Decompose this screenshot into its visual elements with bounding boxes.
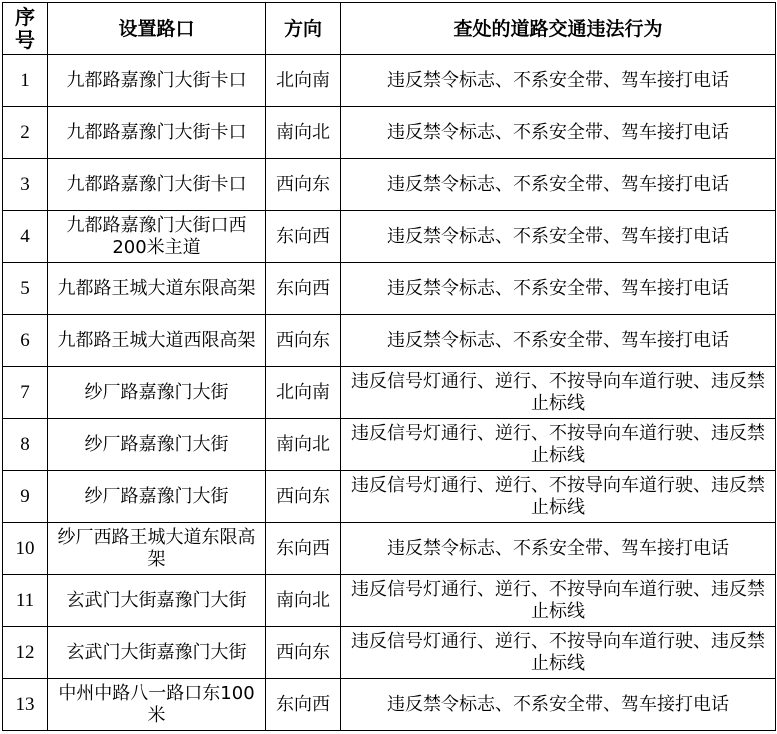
row-location: 九都路嘉豫门大街卡口 xyxy=(48,159,266,211)
row-serial-number: 5 xyxy=(3,263,48,315)
row-violations: 违反禁令标志、不系安全带、驾车接打电话 xyxy=(341,679,776,731)
row-violations: 违反禁令标志、不系安全带、驾车接打电话 xyxy=(341,211,776,263)
table-row xyxy=(3,367,776,419)
row-direction: 东向西 xyxy=(266,211,341,263)
row-serial-number: 9 xyxy=(3,471,48,523)
row-direction: 东向西 xyxy=(266,679,341,731)
header-serial-number-line2: 号 xyxy=(15,27,35,52)
row-location: 纱厂路嘉豫门大街 xyxy=(48,471,266,523)
row-violations: 违反禁令标志、不系安全带、驾车接打电话 xyxy=(341,315,776,367)
row-violations: 违反禁令标志、不系安全带、驾车接打电话 xyxy=(341,55,776,107)
row-location: 纱厂路嘉豫门大街 xyxy=(48,367,266,419)
traffic-violation-camera-table xyxy=(2,2,776,731)
table-row xyxy=(3,211,776,263)
row-serial-number: 11 xyxy=(3,575,48,627)
row-violations: 违反信号灯通行、逆行、不按导向车道行驶、违反禁止标线 xyxy=(341,419,776,471)
table-row xyxy=(3,471,776,523)
row-location: 玄武门大街嘉豫门大街 xyxy=(48,627,266,679)
row-location: 九都路嘉豫门大街卡口 xyxy=(48,55,266,107)
row-direction: 南向北 xyxy=(266,575,341,627)
row-serial-number: 12 xyxy=(3,627,48,679)
row-direction: 西向东 xyxy=(266,627,341,679)
row-location: 九都路嘉豫门大街卡口 xyxy=(48,107,266,159)
row-serial-number: 7 xyxy=(3,367,48,419)
table-row xyxy=(3,679,776,731)
row-location: 中州中路八一路口东100米 xyxy=(48,679,266,731)
row-direction: 西向东 xyxy=(266,315,341,367)
table-row xyxy=(3,55,776,107)
row-serial-number: 8 xyxy=(3,419,48,471)
row-serial-number: 1 xyxy=(3,55,48,107)
row-direction: 东向西 xyxy=(266,523,341,575)
row-direction: 南向北 xyxy=(266,419,341,471)
header-direction: 方向 xyxy=(266,3,341,55)
row-serial-number: 2 xyxy=(3,107,48,159)
row-direction: 南向北 xyxy=(266,107,341,159)
row-violations: 违反禁令标志、不系安全带、驾车接打电话 xyxy=(341,263,776,315)
row-direction: 东向西 xyxy=(266,263,341,315)
row-direction: 北向南 xyxy=(266,367,341,419)
row-location: 九都路王城大道东限高架 xyxy=(48,263,266,315)
row-violations: 违反禁令标志、不系安全带、驾车接打电话 xyxy=(341,107,776,159)
row-violations: 违反信号灯通行、逆行、不按导向车道行驶、违反禁止标线 xyxy=(341,367,776,419)
header-location: 设置路口 xyxy=(48,3,266,55)
row-direction: 西向东 xyxy=(266,159,341,211)
row-location: 玄武门大街嘉豫门大街 xyxy=(48,575,266,627)
row-direction: 北向南 xyxy=(266,55,341,107)
row-violations: 违反禁令标志、不系安全带、驾车接打电话 xyxy=(341,159,776,211)
row-violations: 违反禁令标志、不系安全带、驾车接打电话 xyxy=(341,523,776,575)
row-serial-number: 3 xyxy=(3,159,48,211)
header-serial-number xyxy=(3,3,48,55)
table-row xyxy=(3,107,776,159)
row-violations: 违反信号灯通行、逆行、不按导向车道行驶、违反禁止标线 xyxy=(341,471,776,523)
table-header-row xyxy=(3,3,776,55)
row-serial-number: 4 xyxy=(3,211,48,263)
row-violations: 违反信号灯通行、逆行、不按导向车道行驶、违反禁止标线 xyxy=(341,575,776,627)
row-serial-number: 10 xyxy=(3,523,48,575)
row-serial-number: 6 xyxy=(3,315,48,367)
row-serial-number: 13 xyxy=(3,679,48,731)
row-location: 纱厂西路王城大道东限高架 xyxy=(48,523,266,575)
row-location: 九都路嘉豫门大街口西200米主道 xyxy=(48,211,266,263)
table-row xyxy=(3,627,776,679)
row-location: 九都路王城大道西限高架 xyxy=(48,315,266,367)
row-direction: 西向东 xyxy=(266,471,341,523)
table-row xyxy=(3,263,776,315)
table-row xyxy=(3,523,776,575)
table-row xyxy=(3,159,776,211)
row-violations: 违反信号灯通行、逆行、不按导向车道行驶、违反禁止标线 xyxy=(341,627,776,679)
header-serial-number-line1: 序 xyxy=(15,4,35,29)
table-row xyxy=(3,575,776,627)
table-row xyxy=(3,419,776,471)
row-location: 纱厂路嘉豫门大街 xyxy=(48,419,266,471)
header-violations: 查处的道路交通违法行为 xyxy=(341,3,776,55)
table-row xyxy=(3,315,776,367)
